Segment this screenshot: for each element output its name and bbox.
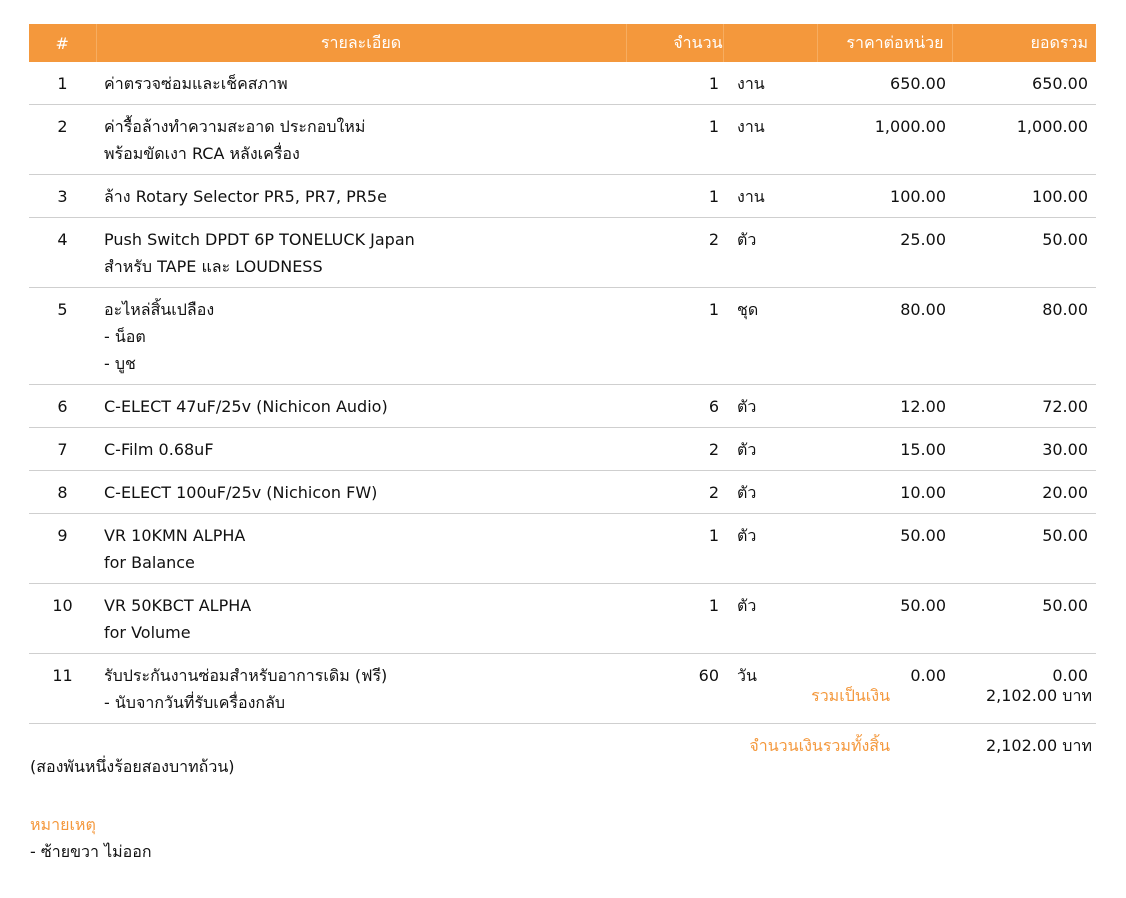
- item-line-total: 72.00: [952, 385, 1096, 428]
- item-quantity: 2: [626, 218, 723, 288]
- notes-title: หมายเหตุ: [30, 815, 96, 834]
- item-line-total: 30.00: [952, 428, 1096, 471]
- item-unit: ตัว: [723, 471, 817, 514]
- item-quantity: 60: [626, 654, 723, 724]
- item-unit-price: 25.00: [817, 218, 952, 288]
- table-row: [29, 62, 1096, 105]
- item-description: [96, 514, 626, 584]
- item-quantity: 2: [626, 471, 723, 514]
- item-line-total: 1,000.00: [952, 105, 1096, 175]
- amount-in-words: (สองพันหนึ่งร้อยสองบาทถ้วน): [30, 757, 235, 776]
- item-number: 1: [29, 62, 96, 105]
- item-quantity: 1: [626, 105, 723, 175]
- item-description: [96, 584, 626, 654]
- item-description-line: อะไหล่สิ้นเปลือง: [104, 300, 215, 319]
- item-description: [96, 105, 626, 175]
- item-number: 7: [29, 428, 96, 471]
- item-quantity: 1: [626, 288, 723, 385]
- item-description-line: ค่ารื้อล้างทำความสะอาด ประกอบใหม่: [104, 117, 366, 136]
- item-description-line: รับประกันงานซ่อมสำหรับอาการเดิม (ฟรี): [104, 666, 388, 685]
- item-number: 2: [29, 105, 96, 175]
- table-body: [29, 62, 1096, 724]
- table-row: [29, 218, 1096, 288]
- table-row: [29, 584, 1096, 654]
- item-unit-price: 15.00: [817, 428, 952, 471]
- subtotal-label: รวมเป็นเงิน: [811, 686, 890, 705]
- item-unit: ตัว: [723, 428, 817, 471]
- notes-item: - ซ้ายขวา ไม่ออก: [30, 842, 152, 861]
- item-line-total: 50.00: [952, 514, 1096, 584]
- header-unit: [723, 24, 817, 62]
- item-unit-price: 100.00: [817, 175, 952, 218]
- table-row: [29, 175, 1096, 218]
- item-unit: วัน: [723, 654, 817, 724]
- subtotal-value: 2,102.00 บาท: [985, 686, 1092, 705]
- item-unit: ชุด: [723, 288, 817, 385]
- item-quantity: 6: [626, 385, 723, 428]
- item-description: [96, 175, 626, 218]
- item-line-total: 50.00: [952, 584, 1096, 654]
- table-row: [29, 385, 1096, 428]
- grand-total-value: 2,102.00 บาท: [985, 736, 1092, 755]
- item-quantity: 1: [626, 584, 723, 654]
- item-description: [96, 288, 626, 385]
- item-number: 9: [29, 514, 96, 584]
- item-description-line: VR 50KBCT ALPHA: [104, 596, 252, 615]
- item-description: [96, 62, 626, 105]
- item-description-line: VR 10KMN ALPHA: [104, 526, 246, 545]
- item-quantity: 1: [626, 62, 723, 105]
- table-header: [29, 24, 1096, 62]
- item-unit-price: 50.00: [817, 514, 952, 584]
- table-row: [29, 428, 1096, 471]
- item-description: [96, 471, 626, 514]
- item-number: 3: [29, 175, 96, 218]
- item-description-line: Push Switch DPDT 6P TONELUCK Japan: [104, 230, 415, 249]
- header-number: #: [29, 24, 96, 62]
- item-number: 4: [29, 218, 96, 288]
- header-line-total: ยอดรวม: [952, 24, 1096, 62]
- grand-total-label: จำนวนเงินรวมทั้งสิ้น: [749, 736, 890, 755]
- item-unit-price: 650.00: [817, 62, 952, 105]
- item-description-line: - นับจากวันที่รับเครื่องกลับ: [104, 693, 286, 712]
- item-description-line: - น็อต: [104, 327, 146, 346]
- item-description-line: C-ELECT 47uF/25v (Nichicon Audio): [104, 397, 388, 416]
- item-number: 10: [29, 584, 96, 654]
- item-unit-price: 0.00: [817, 654, 952, 724]
- item-description: [96, 428, 626, 471]
- item-description: [96, 385, 626, 428]
- item-description: [96, 654, 626, 724]
- table-row: [29, 105, 1096, 175]
- item-description-line: พร้อมขัดเงา RCA หลังเครื่อง: [104, 144, 300, 163]
- item-description-line: ล้าง Rotary Selector PR5, PR7, PR5e: [104, 187, 387, 206]
- item-unit-price: 80.00: [817, 288, 952, 385]
- item-number: 6: [29, 385, 96, 428]
- item-number: 11: [29, 654, 96, 724]
- table-row: [29, 514, 1096, 584]
- item-quantity: 1: [626, 175, 723, 218]
- item-description: [96, 218, 626, 288]
- item-quantity: 2: [626, 428, 723, 471]
- item-unit: งาน: [723, 105, 817, 175]
- item-unit-price: 12.00: [817, 385, 952, 428]
- header-description: รายละเอียด: [96, 24, 626, 62]
- item-unit: ตัว: [723, 385, 817, 428]
- item-unit-price: 50.00: [817, 584, 952, 654]
- item-description-line: ค่าตรวจซ่อมและเช็คสภาพ: [104, 74, 288, 93]
- item-line-total: 0.00: [952, 654, 1096, 724]
- item-description-line: C-Film 0.68uF: [104, 440, 214, 459]
- header-unit-price: ราคาต่อหน่วย: [817, 24, 952, 62]
- item-unit: ตัว: [723, 218, 817, 288]
- item-description-line: สำหรับ TAPE และ LOUDNESS: [104, 257, 323, 276]
- invoice-items-table: [29, 24, 1096, 724]
- item-unit: ตัว: [723, 584, 817, 654]
- table-row: [29, 471, 1096, 514]
- item-line-total: 50.00: [952, 218, 1096, 288]
- item-line-total: 20.00: [952, 471, 1096, 514]
- item-line-total: 80.00: [952, 288, 1096, 385]
- item-unit: ตัว: [723, 514, 817, 584]
- item-description-line: C-ELECT 100uF/25v (Nichicon FW): [104, 483, 378, 502]
- item-description-line: for Volume: [104, 623, 191, 642]
- item-number: 5: [29, 288, 96, 385]
- item-description-line: - บูช: [104, 354, 136, 373]
- header-quantity: จำนวน: [626, 24, 723, 62]
- item-number: 8: [29, 471, 96, 514]
- item-line-total: 100.00: [952, 175, 1096, 218]
- item-line-total: 650.00: [952, 62, 1096, 105]
- item-unit-price: 1,000.00: [817, 105, 952, 175]
- item-unit: งาน: [723, 62, 817, 105]
- item-quantity: 1: [626, 514, 723, 584]
- item-unit: งาน: [723, 175, 817, 218]
- table-row: [29, 288, 1096, 385]
- item-unit-price: 10.00: [817, 471, 952, 514]
- item-description-line: for Balance: [104, 553, 195, 572]
